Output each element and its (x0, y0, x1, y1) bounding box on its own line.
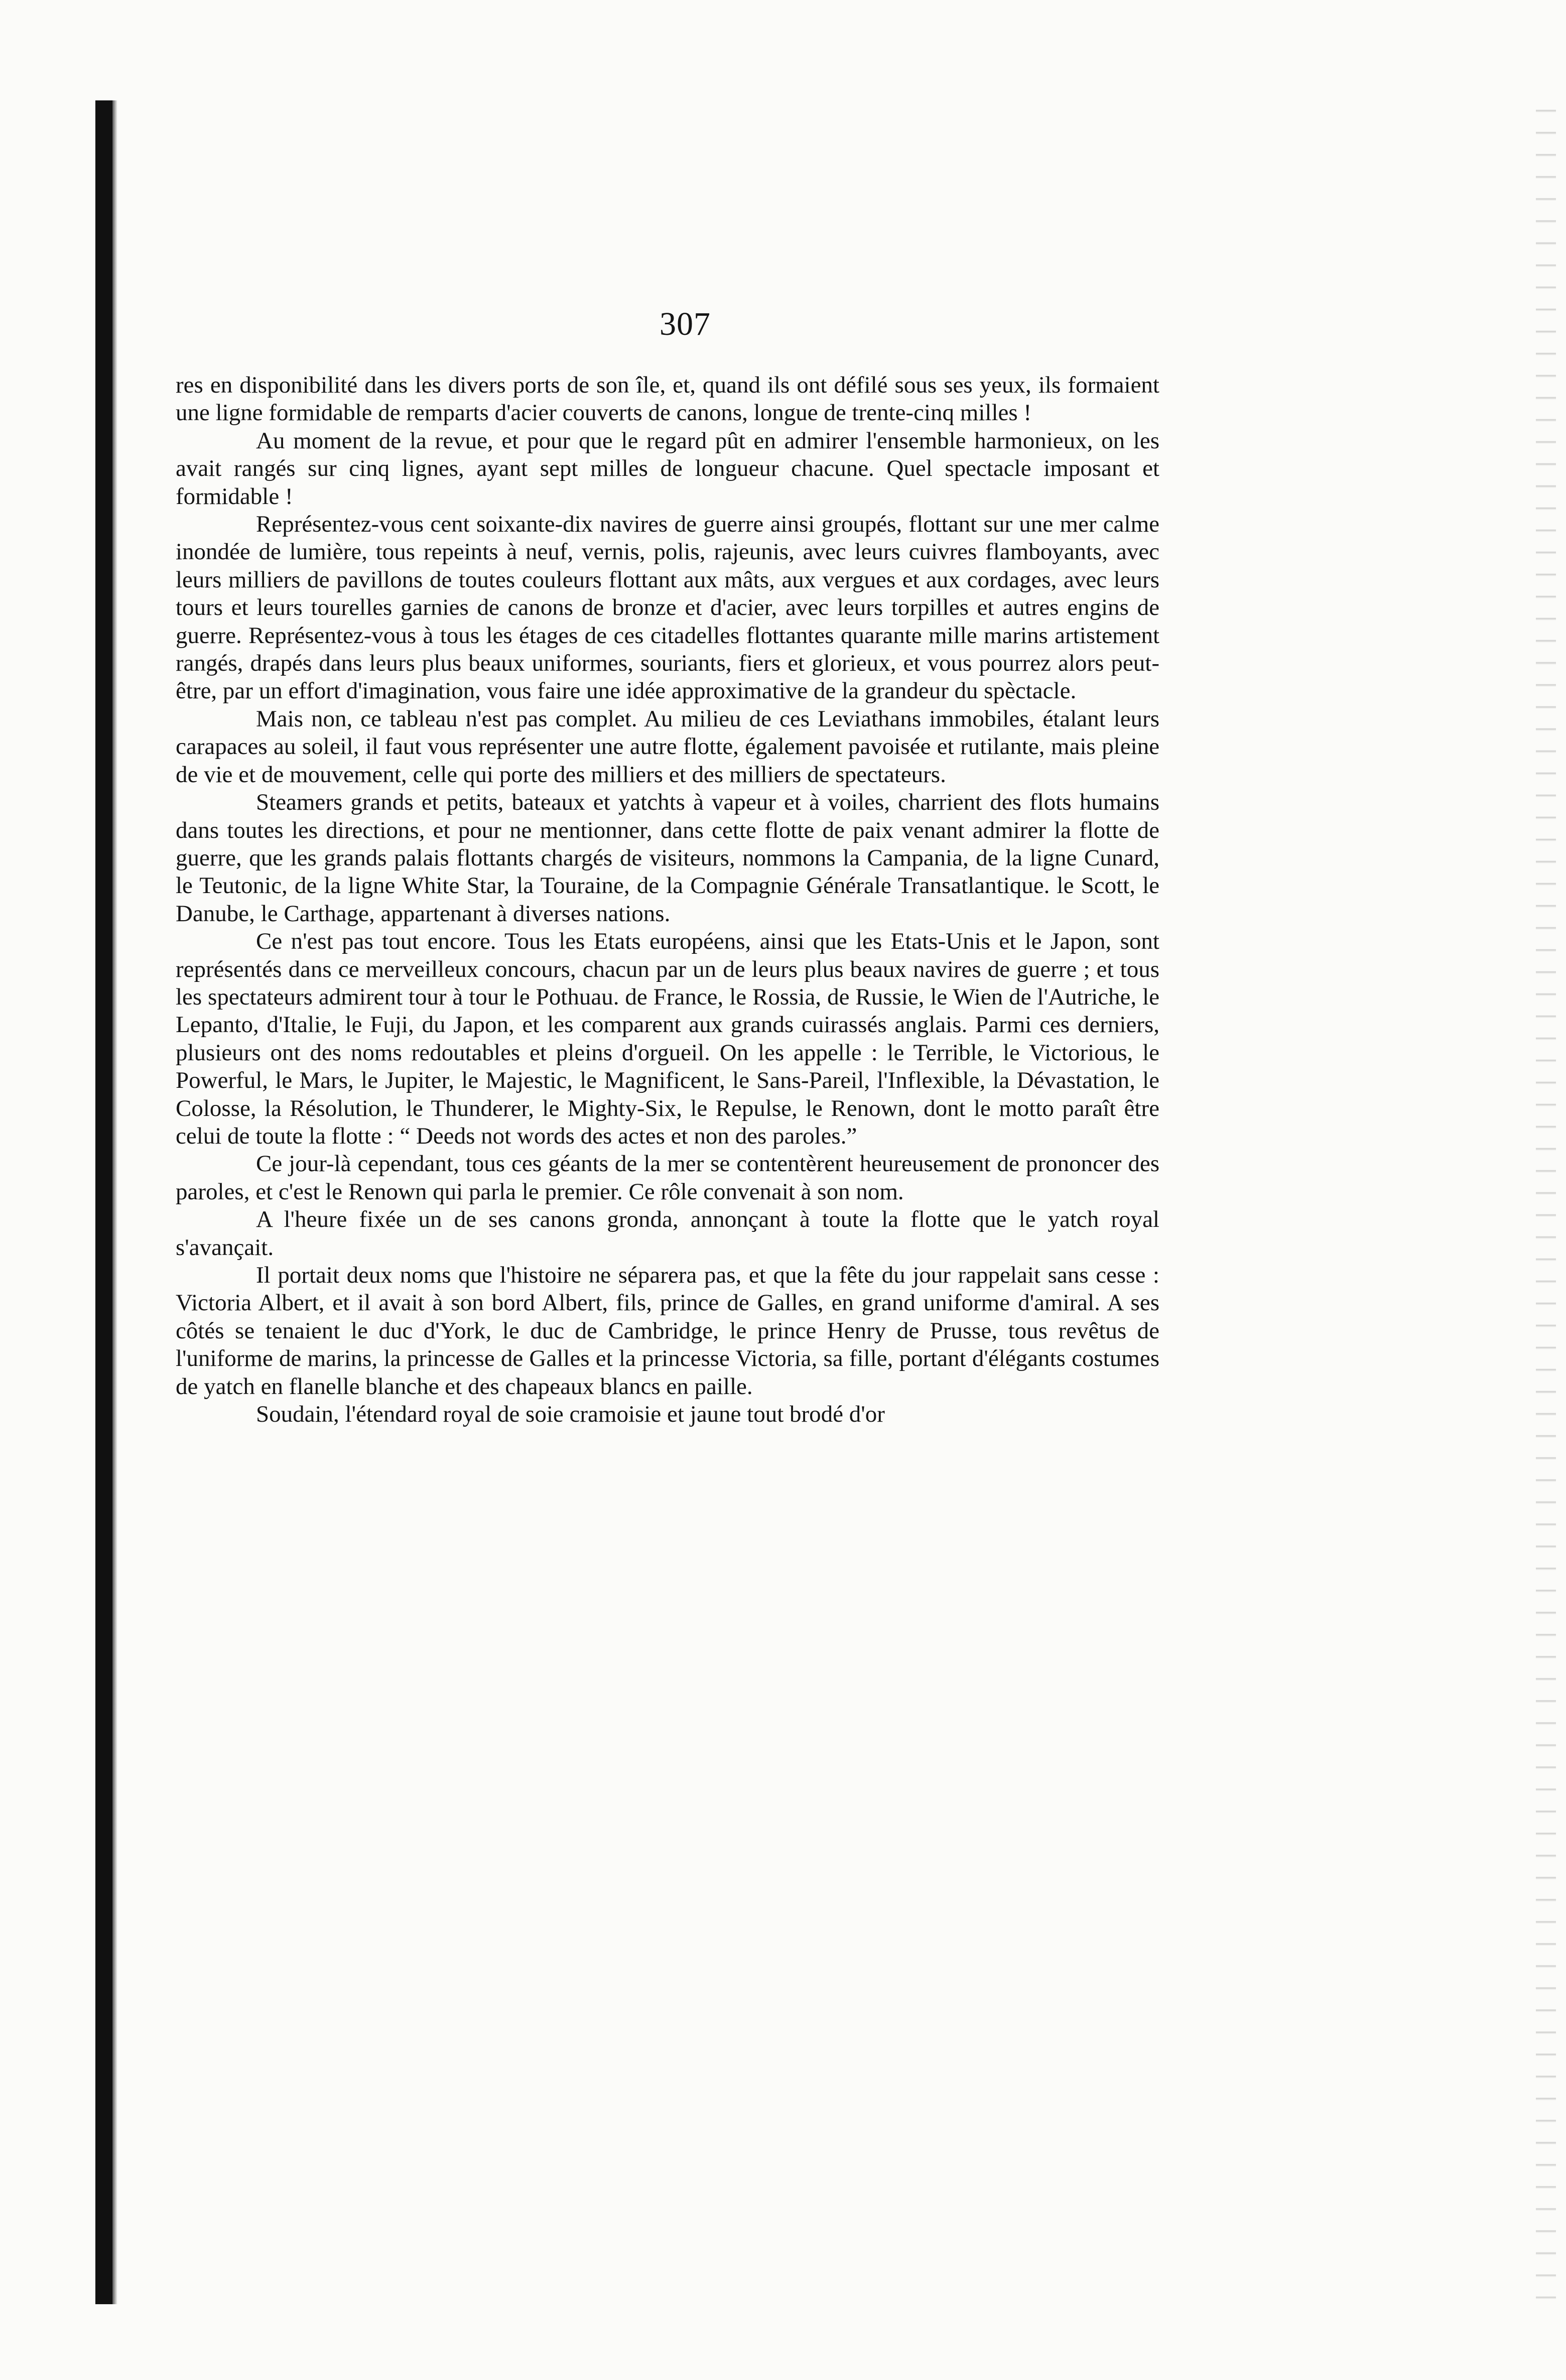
paragraph-10: Soudain, l'étendard royal de soie cramoisie et jaune tout brodé d'or (256, 1401, 885, 1428)
paragraph-4: Mais non, ce tableau n'est pas complet. Au milieu de ces Leviathans immobiles, étalant leurs carapaces au soleil, il faut vous représenter une autre flotte, également pavoisée et rutilante, mais pleine de vie et de mouvement, celle qui porte des milliers et des milliers de spectateurs. (176, 705, 1159, 788)
paragraph-1: res en disponibilité dans les divers ports de son île, et, quand ils ont défilé sous ses yeux, ils formaient une ligne formidable de remparts d'acier couverts de canons, longue de trente-cinq milles ! (176, 372, 1159, 426)
paragraph-5: Steamers grands et petits, bateaux et yatchts à vapeur et à voiles, charrient des flots humains dans toutes les directions, et pour ne mentionner, dans cette flotte de paix venant admirer la flotte de guerre, que les grands palais flottants chargés de visiteurs, nommons la Campania, de la ligne Cunard, le Teutonic, de la ligne White Star, la Touraine, de la Compagnie Générale Transatlantique. le Scott, le Danube, le Carthage, appartenant à diverses nations. (176, 789, 1159, 927)
paragraph-2: Au moment de la revue, et pour que le regard pût en admirer l'ensemble harmonieux, on les avait rangés sur cinq lignes, ayant sept milles de longueur chacune. Quel spectacle imposant et formidable ! (176, 427, 1159, 510)
page-number: 307 (660, 306, 711, 342)
body-text (176, 371, 1159, 1428)
binding-shadow (112, 100, 117, 2304)
paragraph-3: Représentez-vous cent soixante-dix navires de guerre ainsi groupés, flottant sur une mer calme inondée de lumière, tous repeints à neuf, vernis, polis, rajeunis, avec leurs cuivres flamboyants, avec leurs milliers de pavillons de toutes couleurs flottant aux mâts, aux vergues et aux cordages, avec leurs tours et leurs tourelles garnies de canons de bronze et d'acier, avec leurs torpilles et autres engins de guerre. Représentez-vous à tous les étages de ces citadelles flottantes quarante mille marins artistement rangés, drapés dans leurs plus beaux uniformes, souriants, fiers et glorieux, et vous pourrez alors peut-être, par un effort d'imagination, vous faire une idée approximative de la grandeur du spèctacle. (176, 511, 1159, 704)
paragraph-9: Il portait deux noms que l'histoire ne séparera pas, et que la fête du jour rappelait sans cesse : Victoria Albert, et il avait à son bord Albert, fils, prince de Galles, en grand uniforme d'amiral. A ses côtés se tenaient le duc d'York, le duc de Cambridge, le prince Henry de Prusse, tous revêtus de l'uniforme de marins, la princesse de Galles et la princesse Victoria, sa fille, portant d'élégants costumes de yatch en flanelle blanche et des chapeaux blancs en paille. (176, 1262, 1159, 1400)
paragraph-7: Ce jour-là cependant, tous ces géants de la mer se contentèrent heureusement de prononcer des paroles, et c'est le Renown qui parla le premier. Ce rôle convenait à son nom. (176, 1151, 1159, 1205)
binding-edge (95, 100, 112, 2304)
page-edge-noise (1536, 90, 1556, 2299)
paragraph-8: A l'heure fixée un de ses canons gronda, annonçant à toute la flotte que le yatch royal s'avançait. (176, 1206, 1159, 1261)
paragraph-6: Ce n'est pas tout encore. Tous les Etats européens, ainsi que les Etats-Unis et le Japon, sont représentés dans ce merveilleux concours, chacun par un de leurs plus beaux navires de guerre ; et tous les spectateurs admirent tour à tour le Pothuau. de France, le Rossia, de Russie, le Wien de l'Autriche, le Lepanto, d'Italie, le Fuji, du Japon, et les comparent aux grands cuirassés anglais. Parmi ces derniers, plusieurs ont des noms redoutables et pleins d'orgueil. On les appelle : le Terrible, le Victorious, le Powerful, le Mars, le Jupiter, le Majestic, le Magnificent, le Sans-Pareil, l'Inflexible, la Dévastation, le Colosse, la Résolution, le Thunderer, le Mighty-Six, le Repulse, le Renown, dont le motto paraît être celui de toute la flotte : “ Deeds not words des actes et non des paroles.” (176, 928, 1159, 1149)
